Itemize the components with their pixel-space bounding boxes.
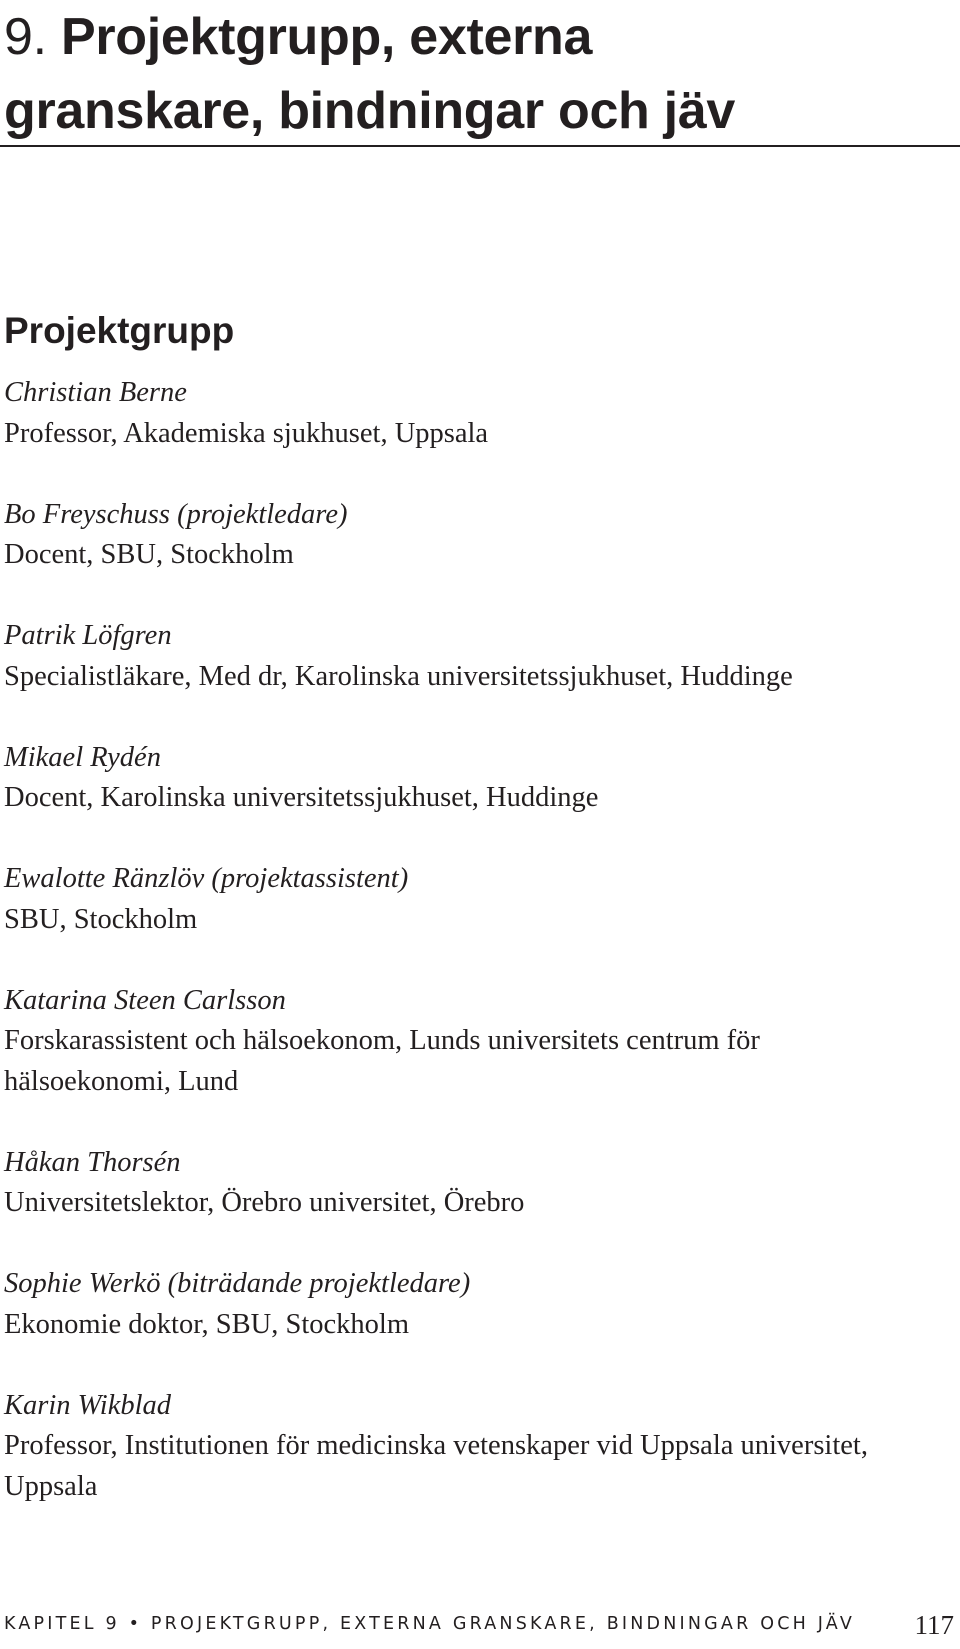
member-name: Mikael Rydén — [4, 741, 161, 773]
member-entry — [4, 1386, 904, 1508]
member-name: Håkan Thorsén — [4, 1146, 181, 1178]
member-role: Docent, Karolinska universitetssjukhuset, Huddinge — [4, 782, 599, 813]
member-name: Bo Freyschuss (projektledare) — [4, 498, 348, 530]
member-role: Professor, Institutionen för medicinska vetenskaper vid Uppsala universitet, Uppsala — [4, 1430, 868, 1502]
chapter-title-line-2: granskare, bindningar och jäv — [4, 82, 736, 140]
member-entry — [4, 981, 904, 1103]
member-entry — [4, 616, 904, 697]
member-role: Universitetslektor, Örebro universitet, Örebro — [4, 1187, 525, 1218]
chapter-title-line-1: Projektgrupp, externa — [60, 8, 593, 66]
page-number: 117 — [914, 1610, 954, 1640]
member-role: Docent, SBU, Stockholm — [4, 539, 294, 570]
member-entry — [4, 1264, 904, 1345]
member-name: Patrik Löfgren — [4, 620, 172, 651]
member-role: Specialistläkare, Med dr, Karolinska universitetssjukhuset, Huddinge — [4, 660, 793, 692]
member-name: Karin Wikblad — [4, 1389, 172, 1421]
member-name: Sophie Werkö (biträdande projektledare) — [4, 1268, 471, 1299]
member-name: Katarina Steen Carlsson — [4, 984, 286, 1016]
chapter-title — [4, 0, 904, 148]
member-name: Ewalotte Ränzlöv (projektassistent) — [4, 863, 409, 894]
page-footer — [4, 1610, 954, 1640]
member-role: Forskarassistent och hälsoekonom, Lunds universitets centrum för hälsoekonomi, Lund — [4, 1025, 760, 1097]
member-entry — [4, 373, 904, 454]
title-divider — [0, 145, 960, 147]
section-heading: Projektgrupp — [4, 310, 235, 351]
member-entry — [4, 859, 904, 940]
member-entry — [4, 495, 904, 576]
chapter-number: 9. — [4, 8, 47, 66]
member-role: Professor, Akademiska sjukhuset, Uppsala — [4, 417, 489, 449]
member-name: Christian Berne — [4, 377, 187, 408]
member-entry — [4, 1143, 904, 1224]
member-entry — [4, 738, 904, 819]
member-role: SBU, Stockholm — [4, 903, 198, 935]
member-role: Ekonomie doktor, SBU, Stockholm — [4, 1308, 409, 1340]
running-head: KAPITEL 9 • PROJEKTGRUPP, EXTERNA GRANSKARE, BINDNINGAR OCH JÄV — [4, 1614, 856, 1634]
member-list — [4, 373, 904, 1548]
